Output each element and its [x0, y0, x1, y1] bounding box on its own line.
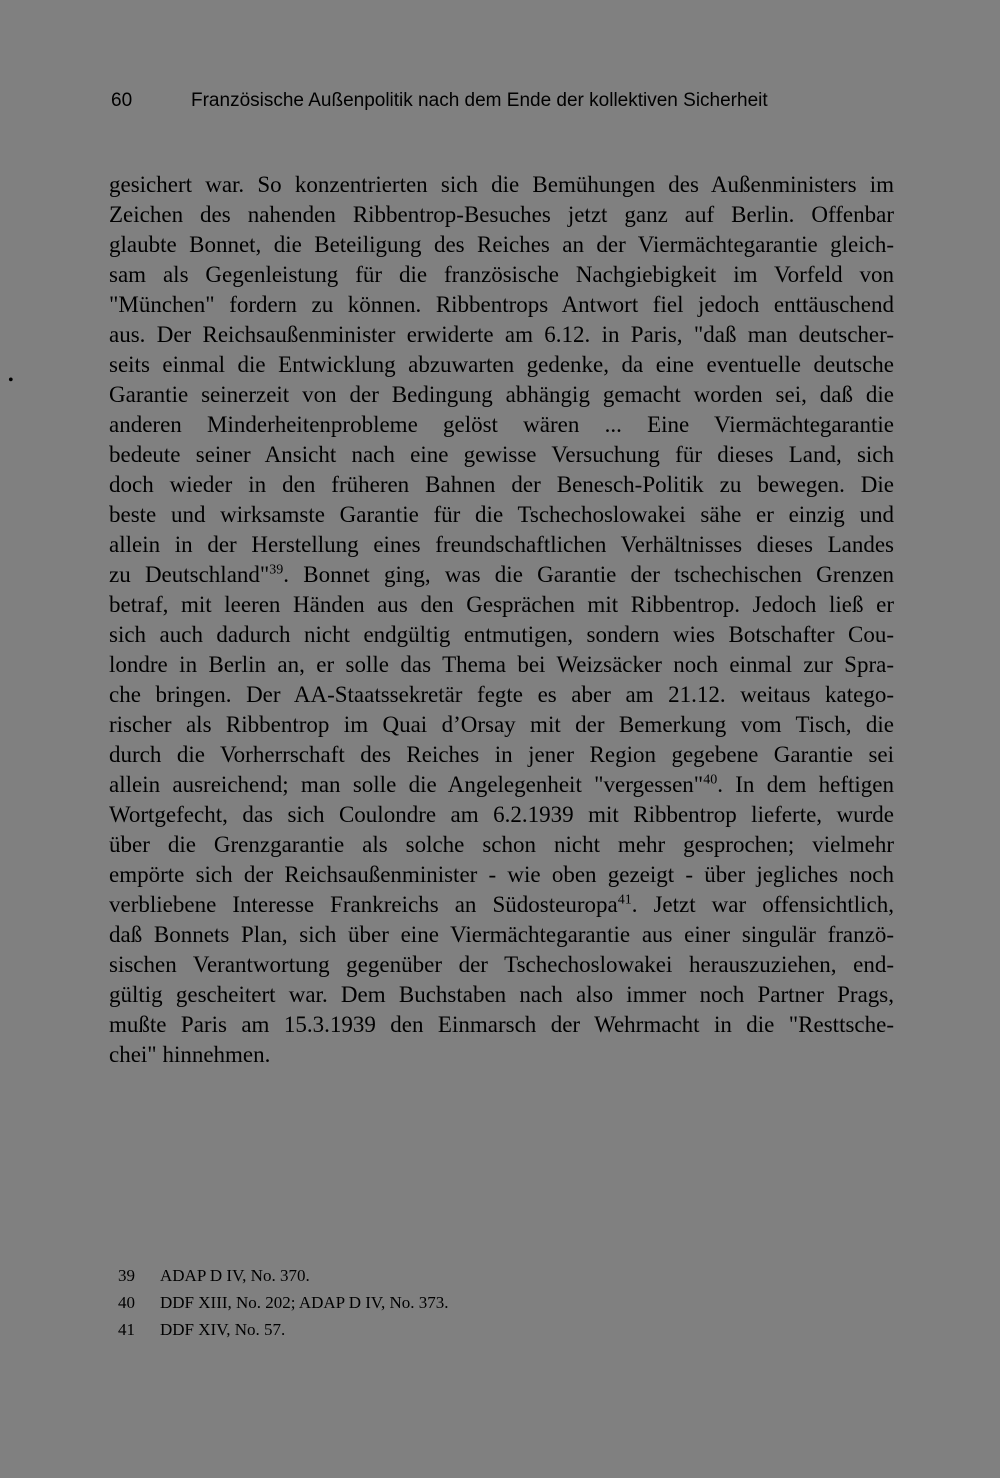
footnote-41	[118, 1316, 718, 1343]
text-line: londre in Berlin an, er solle das Thema bei Weizsäcker noch einmal zur Spra-	[109, 652, 894, 677]
text-segment: . In dem heftigen	[717, 772, 894, 797]
text-line: betraf, mit leeren Händen aus den Gesprächen mit Ribbentrop. Jedoch ließ er	[109, 592, 894, 617]
text-line: Wortgefecht, das sich Coulondre am 6.2.1939 mit Ribbentrop lieferte, wurde	[109, 802, 894, 827]
text-segment: . Jetzt war offensichtlich,	[631, 892, 894, 917]
text-line	[109, 890, 894, 920]
text-line: seits einmal die Entwicklung abzuwarten gedenke, da eine eventuelle deutsche	[109, 352, 894, 377]
text-line: rischer als Ribbentrop im Quai d’Orsay mit der Bemerkung vom Tisch, die	[109, 712, 894, 737]
body-text	[109, 170, 894, 1070]
text-line: beste und wirksamste Garantie für die Tschechoslowakei sähe er einzig und	[109, 502, 894, 527]
text-line	[109, 560, 894, 590]
text-line: sam als Gegenleistung für die französische Nachgiebigkeit im Vorfeld von	[109, 262, 894, 287]
footnote-40	[118, 1289, 718, 1316]
text-line: Garantie seinerzeit von der Bedingung abhängig gemacht worden sei, daß die	[109, 382, 894, 407]
text-line: mußte Paris am 15.3.1939 den Einmarsch der Wehrmacht in die "Resttsche-	[109, 1012, 894, 1037]
page-number: 60	[111, 90, 133, 111]
text-line: "München" fordern zu können. Ribbentrops Antwort fiel jedoch enttäuschend	[109, 292, 894, 317]
text-line: che bringen. Der AA-Staatssekretär fegte es aber am 21.12. weitaus katego-	[109, 682, 894, 707]
text-line: Zeichen des nahenden Ribbentrop-Besuches jetzt ganz auf Berlin. Offenbar	[109, 202, 894, 227]
text-line: glaubte Bonnet, die Beteiligung des Reiches an der Viermächtegarantie gleich-	[109, 232, 894, 257]
text-line: gültig gescheitert war. Dem Buchstaben nach also immer noch Partner Prags,	[109, 982, 894, 1007]
text-line: bedeute seiner Ansicht nach eine gewisse Versuchung für dieses Land, sich	[109, 442, 894, 467]
text-line	[109, 770, 894, 800]
footnotes	[118, 1262, 718, 1343]
text-segment: zu Deutschland"	[109, 562, 270, 587]
text-line: daß Bonnets Plan, sich über eine Viermächtegarantie aus einer singulär franzö-	[109, 922, 894, 947]
footnote-text: DDF XIV, No. 57.	[160, 1320, 286, 1339]
text-line: gesichert war. So konzentrierten sich die Bemühungen des Außenministers im	[109, 172, 894, 197]
footnote-text: ADAP D IV, No. 370.	[160, 1266, 310, 1285]
text-segment: allein ausreichend; man solle die Angelegenheit "vergessen"	[109, 772, 704, 797]
text-line: chei" hinnehmen.	[109, 1042, 271, 1067]
footnote-text: DDF XIII, No. 202; ADAP D IV, No. 373.	[160, 1293, 449, 1312]
text-line: empörte sich der Reichsaußenminister - wie oben gezeigt - über jegliches noch	[109, 862, 894, 887]
footnote-39	[118, 1262, 718, 1289]
text-segment: verbliebene Interesse Frankreichs an Südosteuropa	[109, 892, 618, 917]
footnote-number: 39	[118, 1266, 135, 1285]
text-line: über die Grenzgarantie als solche schon nicht mehr gesprochen; vielmehr	[109, 832, 894, 857]
text-line: durch die Vorherrschaft des Reiches in jener Region gegebene Garantie sei	[109, 742, 894, 767]
footnote-ref-39: 39	[269, 562, 284, 578]
stray-dot-mark: •	[8, 372, 14, 389]
text-line: doch wieder in den früheren Bahnen der Benesch-Politik zu bewegen. Die	[109, 472, 894, 497]
text-line: sischen Verantwortung gegenüber der Tschechoslowakei herauszuziehen, end-	[109, 952, 894, 977]
text-line: allein in der Herstellung eines freundschaftlichen Verhältnisses dieses Landes	[109, 532, 894, 557]
text-line: sich auch dadurch nicht endgültig entmutigen, sondern wies Botschafter Cou-	[109, 622, 894, 647]
footnote-ref-40: 40	[703, 772, 718, 788]
text-line: anderen Minderheitenprobleme gelöst wären ... Eine Viermächtegarantie	[109, 412, 894, 437]
text-segment: . Bonnet ging, was die Garantie der tschechischen Grenzen	[283, 562, 894, 587]
text-line: aus. Der Reichsaußenminister erwiderte am 6.12. in Paris, "daß man deutscher-	[109, 322, 894, 347]
footnote-number: 40	[118, 1293, 135, 1312]
running-header	[111, 88, 891, 114]
footnote-ref-41: 41	[617, 892, 632, 908]
footnote-number: 41	[118, 1320, 135, 1339]
running-title: Französische Außenpolitik nach dem Ende der kollektiven Sicherheit	[191, 90, 768, 111]
